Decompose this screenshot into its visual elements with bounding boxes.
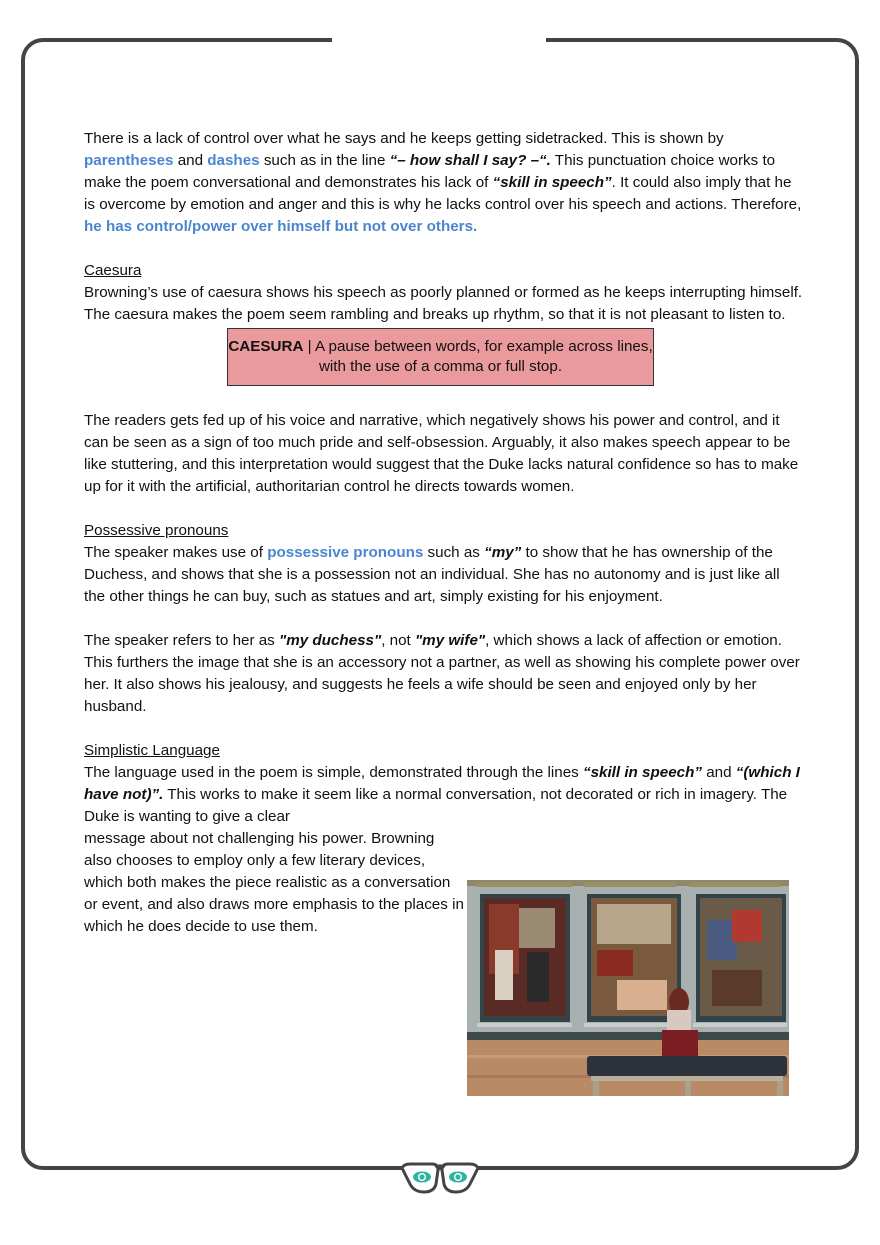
text: and: [702, 764, 736, 781]
gallery-photo: [467, 880, 789, 1096]
caesura-paragraph: Browning’s use of caesura shows his speech as poorly planned or formed as he keeps interrupting himself. The caesura makes the poem seem rambling and breaks up rhythm, so that it is not pleasant to listen to.: [84, 284, 803, 323]
page-border-gap: [332, 34, 546, 46]
pronouns-paragraph: [84, 542, 804, 608]
definition-separator: |: [303, 338, 315, 355]
caesura-definition-box: [227, 328, 654, 386]
highlight-term: parentheses: [84, 152, 174, 169]
poem-quote: “my”: [484, 544, 522, 561]
highlight-term: possessive pronouns: [267, 544, 424, 561]
language-paragraph: [84, 762, 804, 828]
text: The speaker makes use of: [84, 544, 268, 561]
poem-quote: “skill in speech”: [492, 174, 612, 191]
text: This punctuation choice works to make the poem conversational and demonstrates his lack of: [84, 152, 776, 191]
text: , not: [381, 632, 415, 649]
text: This works to make it seem like a normal conversation, not decorated or rich in imagery. The Duke is wanting to give a clear: [84, 786, 788, 825]
text: , which shows a lack of affection or emotion. This furthers the image that she is an accessory not a partner, as well as showing his complete power over her. It also shows his jealousy, and suggests he feels a wife should be seen and enjoyed only by her husband.: [84, 632, 800, 715]
text: and: [173, 152, 208, 169]
pronouns-heading: Possessive pronouns: [84, 522, 229, 539]
poem-quote: "my wife": [414, 632, 486, 649]
pronouns-paragraph-2: [84, 630, 804, 718]
poem-quote: “skill in speech”: [582, 764, 702, 781]
caesura-followup-paragraph: The readers gets fed up of his voice and narrative, which negatively shows his power and control, and it can be seen as a sign of too much pride and self-obsession. Arguably, it also makes speech appear to be like stuttering, and this interpretation would suggest that the Duke lacks natural confidence so has to make up for it with the artificial, authoritarian control he directs towards women.: [84, 412, 799, 495]
poem-quote: “(which I have not)”.: [84, 764, 800, 803]
text: to show that he has ownership of the Duchess, and shows that she is a possession not an individual. She has no autonomy and is just like all the other things he can buy, such as statues and art, simply existing for his enjoyment.: [84, 544, 780, 605]
text: such as: [423, 544, 485, 561]
glasses-logo-icon: [398, 1160, 482, 1196]
poem-quote: "my duchess": [279, 632, 382, 649]
highlight-term: dashes: [207, 152, 260, 169]
highlight-conclusion: he has control/power over himself but not over others.: [84, 218, 478, 235]
text: The language used in the poem is simple, demonstrated through the lines: [84, 764, 583, 781]
language-paragraph-wrapped: message about not challenging his power. Browning also chooses to employ only a few literary devices, which both makes the piece realistic as a conversation or event, and also draws more emphasis to the places in which he does decide to use them.: [84, 830, 464, 935]
text: such as in the line: [259, 152, 390, 169]
caesura-heading: Caesura: [84, 262, 142, 279]
text: There is a lack of control over what he says and he keeps getting sidetracked. This is shown by: [84, 130, 724, 147]
text: . It could also imply that he is overcome by emotion and anger and this is why he lacks control over his speech and actions. Therefore,: [84, 174, 802, 213]
definition-text: A pause between words, for example across lines, with the use of a comma or full stop.: [314, 338, 653, 375]
language-heading: Simplistic Language: [84, 742, 220, 759]
poem-quote: “– how shall I say? –“.: [389, 152, 551, 169]
document-body: [84, 128, 804, 938]
intro-paragraph: [84, 128, 804, 238]
definition-term: CAESURA: [228, 338, 304, 355]
text: The speaker refers to her as: [84, 632, 279, 649]
